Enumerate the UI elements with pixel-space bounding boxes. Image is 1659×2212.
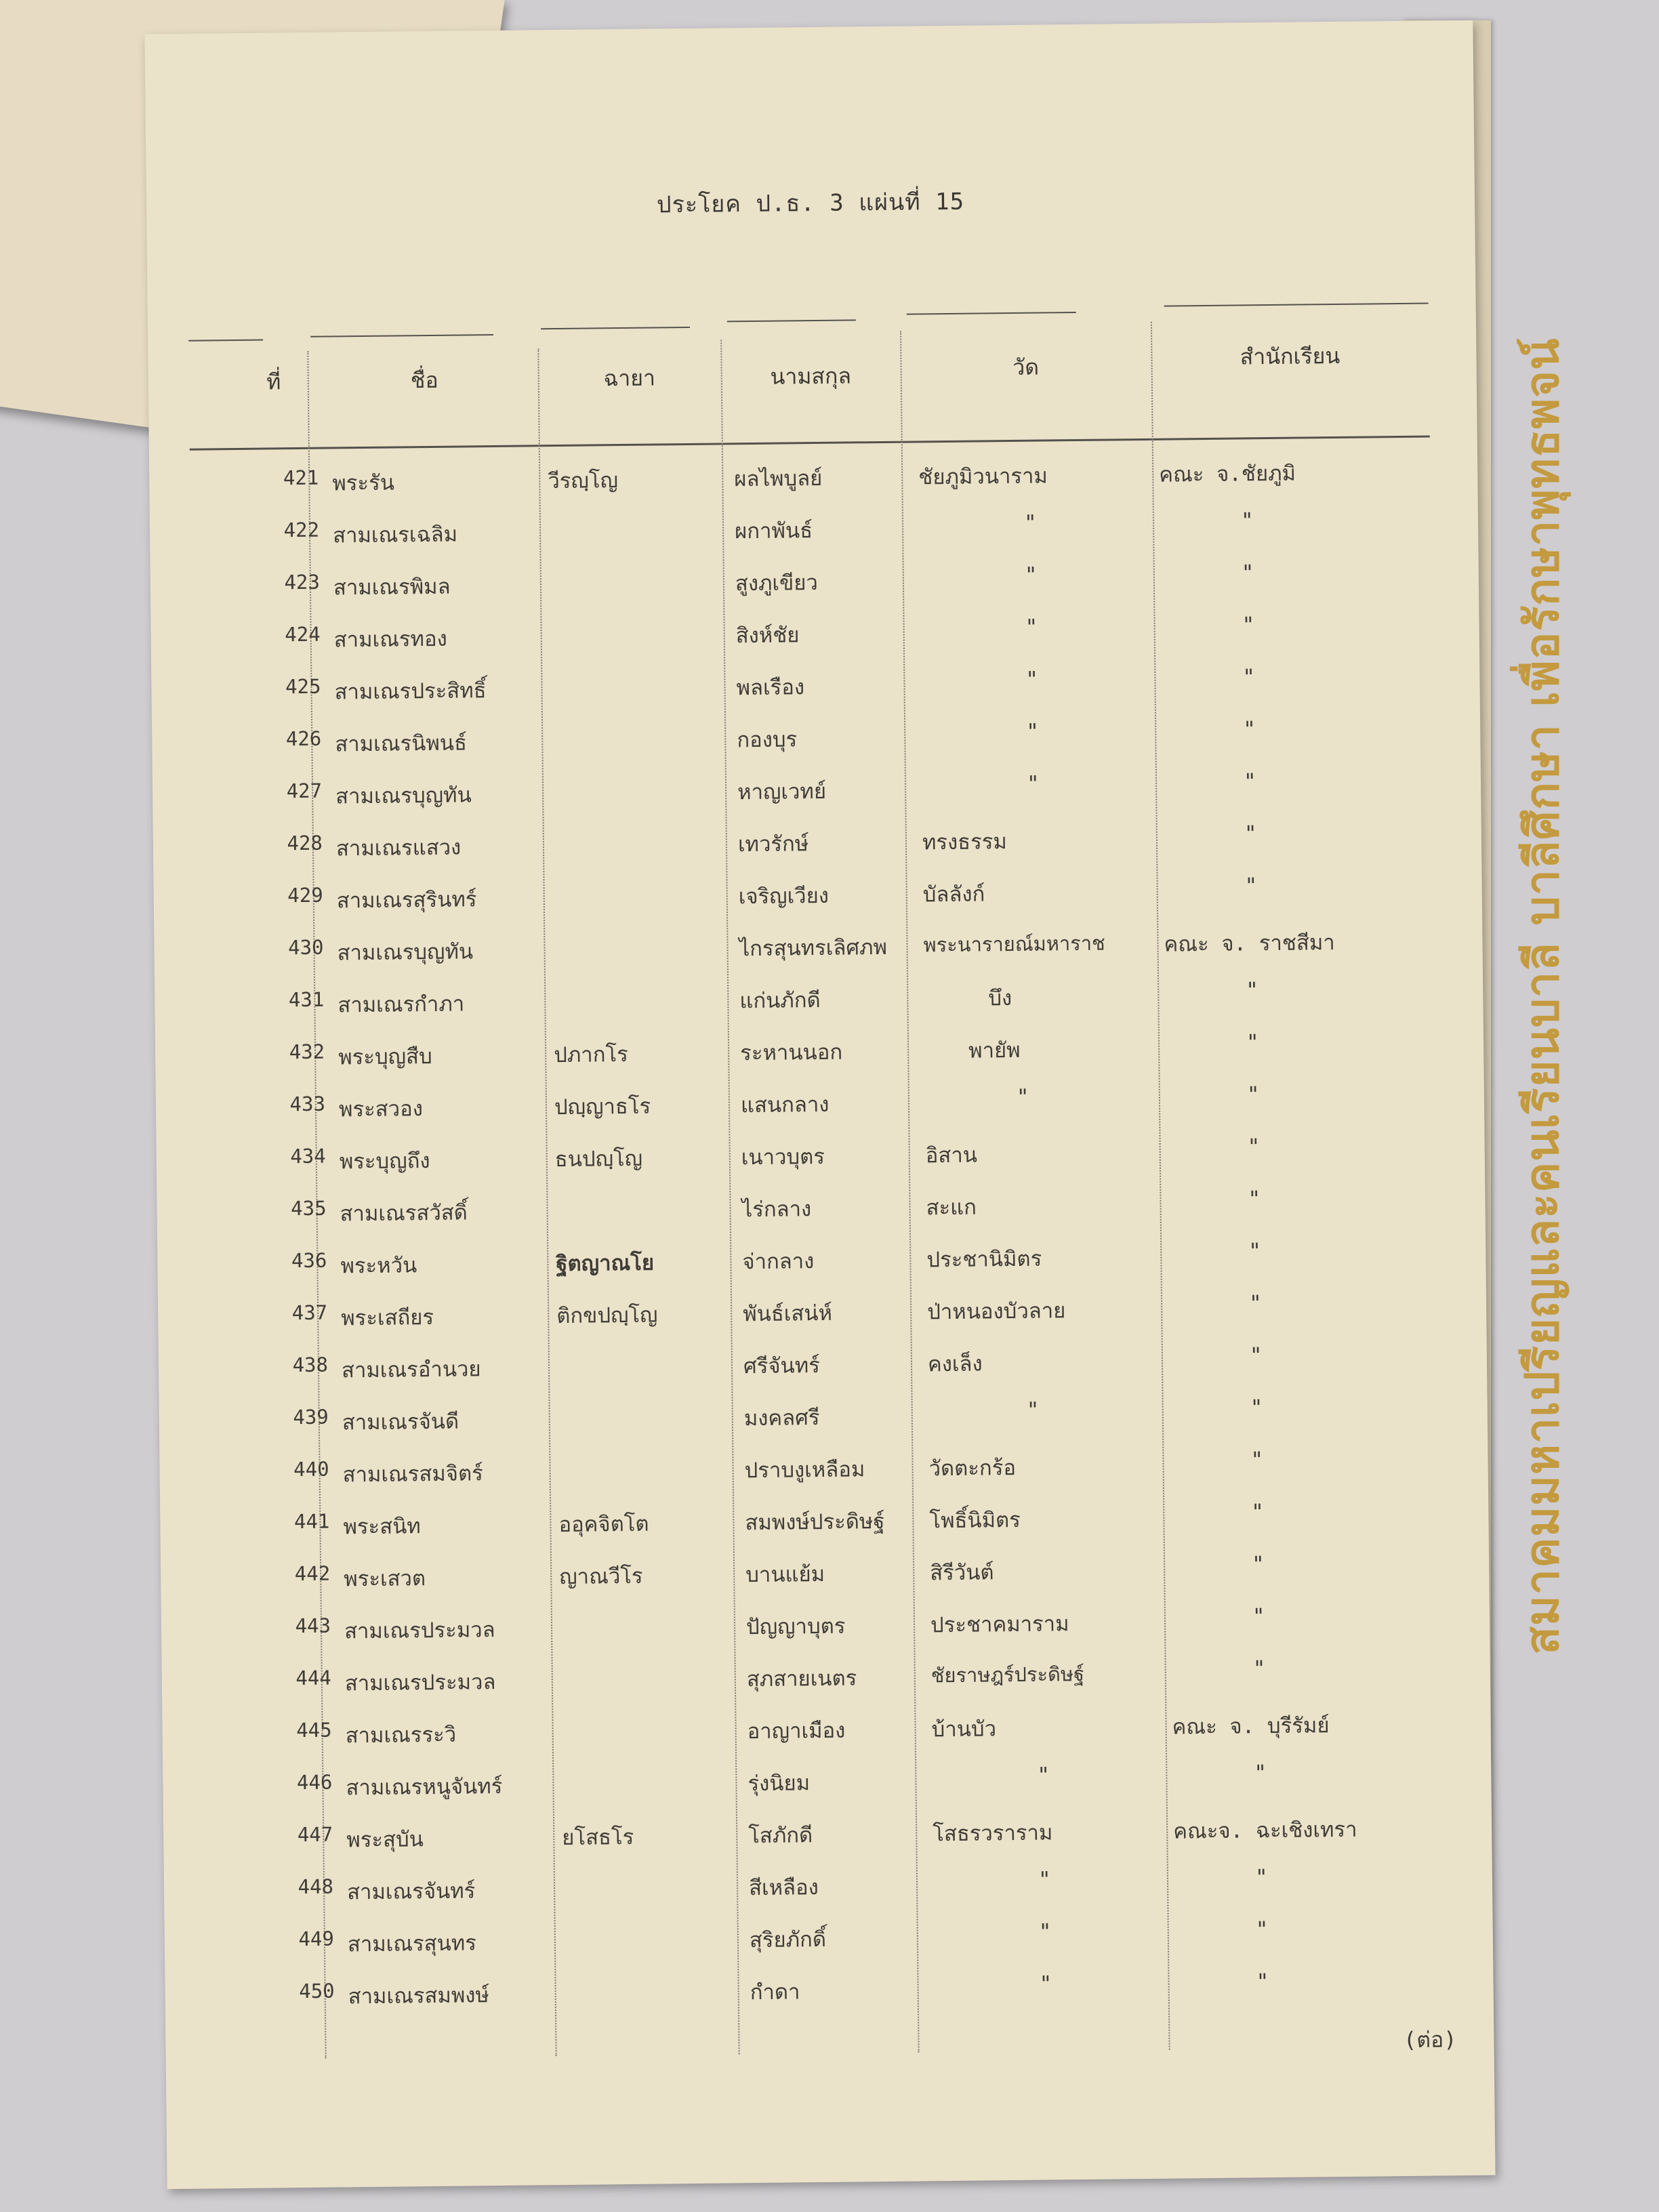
row-number: 442: [294, 1561, 331, 1586]
row-school: ": [1247, 1134, 1261, 1160]
row-school: คณะ จ. ราชสีมา: [1164, 930, 1335, 957]
row-surname: กำดา: [750, 1980, 800, 2005]
row-wat: ": [1026, 719, 1040, 744]
row-wat: ": [1026, 1397, 1040, 1422]
row-surname: สมพงษ์ประดิษฐ์: [745, 1509, 885, 1536]
row-number: 441: [293, 1509, 330, 1534]
row-wat: ": [1038, 1919, 1052, 1944]
row-wat: อิสาน: [925, 1143, 978, 1168]
row-number: 423: [284, 570, 321, 594]
row-number: 427: [286, 779, 323, 803]
row-school: ": [1248, 1291, 1262, 1316]
row-number: 447: [297, 1822, 333, 1847]
row-number: 443: [295, 1614, 331, 1638]
row-wat: ": [1025, 615, 1038, 640]
row-wat: โสธรวราราม: [933, 1820, 1053, 1847]
row-alias: ยโสธโร: [562, 1824, 634, 1851]
row-name: พระเสถียร: [341, 1305, 434, 1331]
column-header-name: ชื่อ: [410, 367, 438, 394]
row-surname: จ่ากลาง: [742, 1249, 815, 1275]
row-wat: ป่าหนองบัวลาย: [927, 1298, 1066, 1325]
watermark-text: สมาคมมหาเปรียญและคนเรียนบาลี บาลีศึกษา เพื่อรักษาพุทธพจน์: [1516, 337, 1570, 1655]
row-number: 422: [283, 518, 320, 542]
row-name: สามเณรบุญทัน: [335, 783, 472, 809]
row-school: ": [1255, 1917, 1269, 1942]
row-school: ": [1246, 1030, 1259, 1055]
row-number: 445: [296, 1718, 332, 1742]
row-school: ": [1254, 1865, 1268, 1890]
row-name: พระบุญสืบ: [338, 1044, 432, 1070]
row-school: ": [1252, 1656, 1266, 1681]
continued-marker: (ต่อ): [1403, 2026, 1457, 2053]
row-school: ": [1242, 613, 1255, 638]
row-number: 438: [292, 1353, 329, 1377]
row-school: ": [1240, 508, 1254, 533]
row-number: 448: [298, 1875, 334, 1899]
row-surname: เทวรักษ์: [737, 832, 809, 857]
row-surname: โสภักดี: [748, 1823, 813, 1849]
row-number: 426: [285, 726, 322, 751]
row-school: คณะ จ.ชัยภูมิ: [1159, 461, 1296, 487]
row-alias: ญาณวีโร: [559, 1563, 643, 1590]
header-bottom-rule: [190, 436, 1430, 451]
row-number: 424: [285, 622, 321, 647]
row-number: 425: [285, 674, 321, 699]
row-number: 428: [287, 831, 323, 855]
column-header-school: สำนักเรียน: [1240, 342, 1340, 370]
row-wat: ": [1016, 1084, 1029, 1109]
row-name: สามเณรสมพงษ์: [348, 1983, 490, 2009]
row-wat: ทรงธรรม: [922, 830, 1008, 855]
column-header-wat: วัด: [1012, 354, 1040, 380]
row-wat: พายัพ: [968, 1038, 1021, 1063]
row-wat: บึง: [988, 986, 1012, 1011]
row-name: พระสนิท: [343, 1514, 421, 1540]
row-school: ": [1248, 1187, 1261, 1212]
row-name: สามเณรระวิ: [345, 1722, 457, 1748]
row-surname: รุ่งนิยม: [747, 1771, 811, 1797]
row-school: ": [1243, 717, 1256, 742]
row-name: พระสวอง: [338, 1097, 424, 1122]
row-name: พระเสวต: [344, 1566, 426, 1592]
row-number: 444: [295, 1666, 331, 1690]
row-surname: ศรีจันทร์: [743, 1353, 821, 1379]
row-school: คณะ จ. บุรีรัมย์: [1172, 1713, 1330, 1740]
row-wat: ชัยภูมิวนาราม: [918, 464, 1048, 490]
row-school: ": [1250, 1395, 1263, 1420]
row-number: 433: [289, 1092, 326, 1116]
row-name: สามเณรทอง: [333, 626, 447, 653]
row-school: ": [1250, 1448, 1264, 1473]
row-surname: ระหานนอก: [740, 1040, 843, 1066]
row-name: สามเณรจันดี: [342, 1409, 459, 1435]
row-name: สามเณรนิพนธ์: [335, 731, 468, 757]
row-surname: ไร่กลาง: [741, 1197, 812, 1223]
row-name: สามเณรเฉลิม: [332, 522, 458, 548]
document-page: [144, 20, 1495, 2189]
header-top-rule: [541, 327, 690, 329]
row-wat: วัดตะกร้อ: [928, 1456, 1017, 1481]
row-wat: พระนารายณ์มหาราช: [923, 931, 1105, 957]
row-surname: ไกรสุนทรเลิศภพ: [739, 935, 888, 962]
row-name: สามเณรสุรินทร์: [336, 887, 477, 914]
header-top-rule: [727, 319, 856, 322]
row-number: 450: [299, 1979, 335, 2003]
row-wat: โพธิ์นิมิตร: [929, 1507, 1021, 1534]
row-surname: หาญเวทย์: [737, 779, 827, 805]
row-number: 421: [283, 466, 319, 490]
row-school: ": [1252, 1604, 1265, 1629]
row-name: สามเณรกำภา: [337, 991, 465, 1018]
row-surname: พลเรือง: [736, 675, 805, 701]
row-name: สามเณรบุญทัน: [337, 939, 474, 966]
roster-table: [149, 454, 1477, 2009]
row-school: ": [1243, 769, 1256, 794]
row-wat: ": [1025, 667, 1039, 692]
row-school: ": [1254, 1761, 1267, 1786]
row-name: สามเณรสวัสดิ์: [340, 1200, 468, 1227]
header-top-rule: [907, 312, 1076, 315]
row-wat: บัลลังก์: [922, 882, 985, 907]
row-alias: ติกขปญฺโญ: [556, 1303, 658, 1329]
row-wat: คงเล็ง: [927, 1351, 983, 1377]
row-school: ": [1248, 1239, 1262, 1264]
row-surname: กองบุร: [737, 727, 798, 753]
row-surname: เนาวบุตร: [741, 1144, 825, 1170]
row-school: ": [1241, 560, 1254, 586]
row-number: 432: [289, 1040, 325, 1064]
row-surname: ปราบงูเหลือม: [744, 1457, 865, 1483]
row-surname: มงคลศรี: [743, 1406, 820, 1431]
row-surname: แก่นภักดี: [739, 987, 821, 1014]
row-name: สามเณรสุนทร: [347, 1931, 477, 1957]
column-header-alias: ฉายา: [603, 365, 656, 392]
row-wat: สะแก: [926, 1195, 977, 1221]
row-school: ": [1251, 1552, 1265, 1577]
row-name: สามเณรประมวล: [344, 1670, 496, 1696]
header-top-rule: [188, 340, 263, 342]
column-header-no: ที่: [266, 369, 281, 395]
row-surname: ปัญญาบุตร: [745, 1614, 846, 1640]
row-surname: ผลไพบูลย์: [734, 466, 823, 492]
row-alias: ธนปญฺโญ: [554, 1146, 643, 1172]
row-number: 437: [291, 1300, 328, 1325]
row-name: สามเณรหนูจันทร์: [346, 1774, 503, 1801]
row-wat: ชัยราษฎร์ประดิษฐ์: [930, 1662, 1085, 1687]
row-school: คณะจ. ฉะเชิงเทรา: [1173, 1817, 1357, 1844]
row-surname: พันธ์เสน่ห์: [743, 1300, 833, 1327]
row-surname: สีเหลือง: [748, 1875, 819, 1901]
header-top-rule: [1164, 303, 1429, 307]
row-school: ": [1246, 978, 1259, 1003]
row-number: 429: [287, 883, 323, 907]
row-number: 430: [287, 935, 324, 960]
row-name: สามเณรอำนวย: [341, 1357, 481, 1383]
row-number: 439: [293, 1405, 329, 1429]
row-number: 434: [290, 1144, 326, 1168]
row-number: 435: [290, 1196, 327, 1221]
row-wat: ประชาคมาราม: [930, 1612, 1069, 1638]
row-school: ": [1256, 1969, 1269, 1994]
row-name: สามเณรจันทร์: [346, 1879, 476, 1905]
row-surname: บานแย้ม: [745, 1561, 825, 1588]
row-school: ": [1244, 821, 1257, 846]
row-name: สามเณรประมวล: [344, 1618, 495, 1644]
row-surname: สุริยภักดิ์: [749, 1927, 827, 1953]
row-name: สามเณรประสิทธิ์: [334, 678, 487, 705]
row-number: 440: [293, 1457, 329, 1481]
row-alias: วีรญฺโญ: [548, 468, 619, 494]
row-wat: ": [1037, 1763, 1050, 1788]
row-school: ": [1246, 1082, 1260, 1107]
row-alias: ปญฺญาธโร: [554, 1094, 651, 1120]
row-surname: เจริญเวียง: [738, 883, 830, 909]
row-number: 446: [296, 1770, 333, 1795]
row-school: ": [1249, 1343, 1263, 1368]
row-name: สามเณรสมจิตร์: [342, 1461, 483, 1488]
row-wat: ประชานิมิตร: [926, 1246, 1042, 1273]
row-wat: ": [1039, 1971, 1052, 1996]
row-number: 449: [298, 1927, 335, 1951]
row-alias: ปภากโร: [554, 1042, 628, 1068]
row-name: พระบุญถึง: [339, 1149, 430, 1174]
row-name: พระรัน: [332, 470, 395, 496]
row-surname: สูงภูเขียว: [735, 570, 818, 596]
row-school: ": [1244, 874, 1258, 899]
row-name: สามเณรแสวง: [335, 835, 462, 861]
row-name: พระหวัน: [340, 1253, 417, 1279]
row-school: ": [1251, 1500, 1265, 1525]
header-top-rule: [310, 334, 493, 337]
row-wat: สิรีวันต์: [930, 1560, 994, 1586]
row-school: ": [1242, 665, 1256, 690]
row-surname: แสนกลาง: [740, 1092, 830, 1118]
row-number: 436: [291, 1248, 327, 1273]
row-wat: ": [1023, 510, 1037, 535]
column-header-surname: นามสกุล: [770, 363, 852, 390]
row-alias: ฐิตญาณโย: [556, 1250, 655, 1277]
row-wat: ": [1024, 562, 1038, 588]
row-wat: บ้านบัว: [931, 1717, 997, 1742]
row-alias: ออุคจิตโต: [558, 1511, 649, 1538]
row-name: พระสุบัน: [346, 1827, 424, 1853]
page-title: ประโยค ป.ธ. 3 แผ่นที่ 15: [656, 188, 965, 219]
row-number: 431: [288, 987, 325, 1012]
row-name: สามเณรพิมล: [333, 574, 451, 600]
row-surname: อาญาเมือง: [747, 1718, 846, 1744]
row-surname: สุภสายเนตร: [746, 1666, 857, 1692]
row-wat: ": [1038, 1867, 1051, 1892]
row-wat: ": [1026, 771, 1040, 796]
row-surname: สิงห์ชัย: [735, 623, 800, 649]
row-surname: ผกาพันธ์: [734, 518, 813, 544]
